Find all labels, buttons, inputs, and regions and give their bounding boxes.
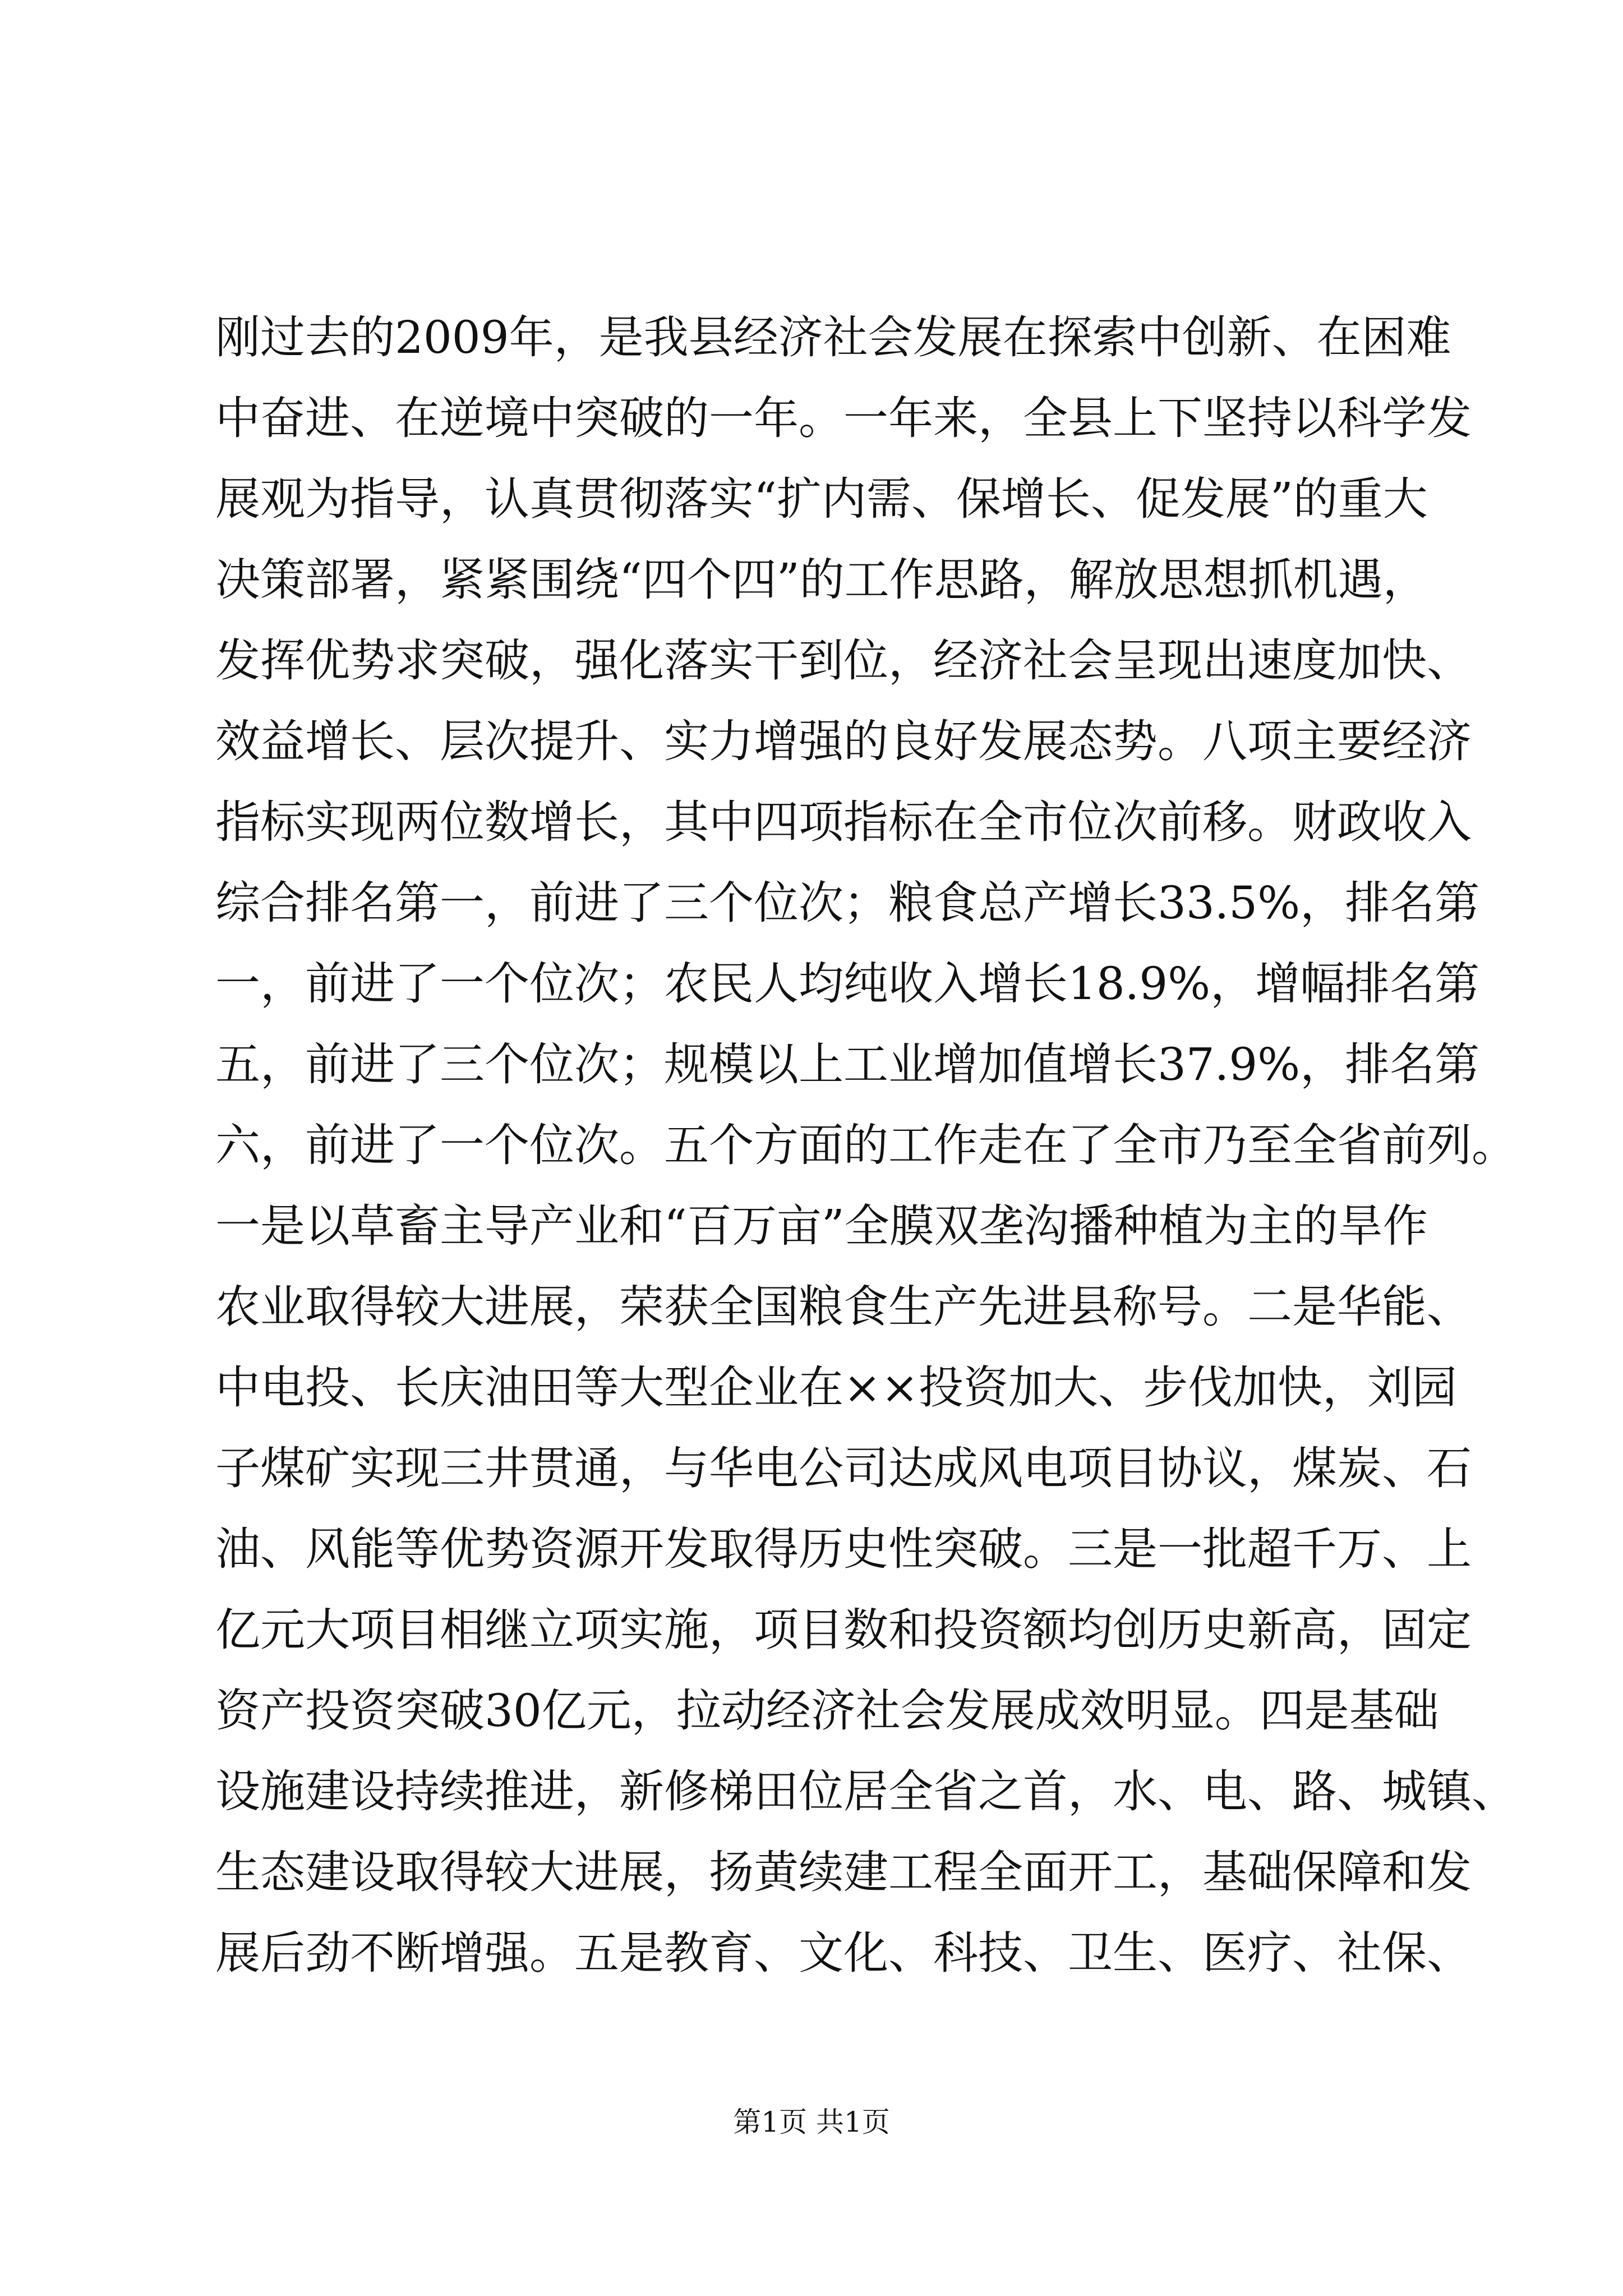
text-line: 一是以草畜主导产业和“百万亩”全膜双垄沟播种植为主的旱作 — [215, 1200, 1428, 1252]
text-line: 刚过去的2009年，是我县经济社会发展在探索中创新、在困难 — [215, 311, 1451, 364]
text-line: 油、风能等优势资源开发取得历史性突破。三是一批超千万、上 — [215, 1523, 1472, 1575]
text-line: 一，前进了一个位次；农民人均纯收入增长18.9%，增幅排名第 — [215, 958, 1480, 1010]
text-line: 综合排名第一，前进了三个位次；粮食总产增长33.5%，排名第 — [215, 877, 1480, 929]
text-line: 展后劲不断增强。五是教育、文化、科技、卫生、医疗、社保、 — [215, 1927, 1472, 1979]
text-line: 生态建设取得较大进展，扬黄续建工程全面开工，基础保障和发 — [215, 1846, 1472, 1898]
text-line: 中电投、长庆油田等大型企业在××投资加大、步伐加快，刘园 — [215, 1361, 1458, 1414]
text-line: 指标实现两位数增长，其中四项指标在全市位次前移。财政收入 — [215, 796, 1472, 848]
text-line: 设施建设持续推进，新修梯田位居全省之首，水、电、路、城镇、 — [215, 1765, 1516, 1818]
text-line: 效益增长、层次提升、实力增强的良好发展态势。八项主要经济 — [215, 715, 1472, 767]
text-line: 中奋进、在逆境中突破的一年。一年来，全县上下坚持以科学发 — [215, 392, 1472, 444]
text-line: 亿元大项目相继立项实施，项目数和投资额均创历史新高，固定 — [215, 1604, 1472, 1656]
text-line: 资产投资突破30亿元，拉动经济社会发展成效明显。四是基础 — [215, 1685, 1439, 1737]
text-line: 展观为指导，认真贯彻落实“扩内需、保增长、促发展”的重大 — [215, 473, 1428, 525]
text-line: 六，前进了一个位次。五个方面的工作走在了全市乃至全省前列。 — [215, 1119, 1516, 1171]
text-line: 农业取得较大进展，荣获全国粮食生产先进县称号。二是华能、 — [215, 1281, 1472, 1333]
page-footer: 第1页 共1页 — [733, 2106, 890, 2138]
text-line: 发挥优势求突破，强化落实干到位，经济社会呈现出速度加快、 — [215, 634, 1472, 687]
text-line: 决策部署，紧紧围绕“四个四”的工作思路，解放思想抓机遇， — [215, 554, 1428, 606]
text-line: 子煤矿实现三井贯通，与华电公司达成风电项目协议，煤炭、石 — [215, 1442, 1472, 1494]
text-line: 五，前进了三个位次；规模以上工业增加值增长37.9%，排名第 — [215, 1038, 1480, 1091]
body-paragraph — [215, 297, 1516, 1994]
